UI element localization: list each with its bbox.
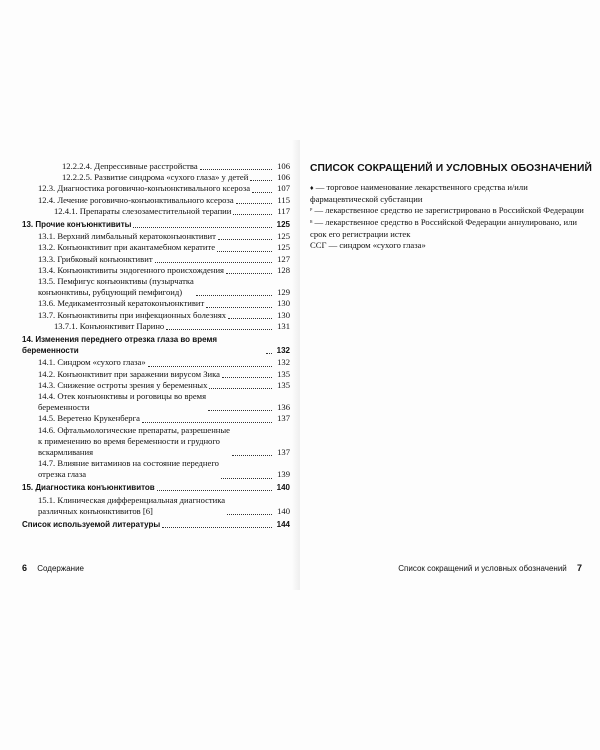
toc-entry: [22, 458, 290, 480]
right-page: [300, 0, 600, 750]
toc-entry: [22, 310, 290, 321]
table-of-contents: [22, 161, 290, 530]
toc-entry-title: 14.2. Конъюнктивит при заражении вирусом Зика: [38, 368, 220, 379]
toc-page-number: 128: [277, 264, 290, 275]
abbreviation-item: [310, 240, 592, 251]
toc-leader-dots: [155, 262, 272, 263]
toc-page-number: 139: [277, 469, 290, 480]
toc-leader-dots: [208, 410, 272, 411]
toc-entry-title: 14.6. Офтальмологические препараты, разрешенные к применению во время беременности и грудного вскармливания: [38, 424, 230, 458]
toc-entry-title: 13.5. Пемфигус конъюнктивы (пузырчатка конъюнктивы, рубцующий пемфигоид): [38, 276, 194, 298]
toc-entry: [22, 357, 290, 368]
toc-page-number: 137: [277, 413, 290, 424]
toc-entry: [22, 276, 290, 298]
toc-entry-title: 15.1. Клиническая дифференциальная диагностика различных конъюнктивитов [6]: [38, 494, 226, 517]
right-page-number: 7: [576, 563, 582, 573]
toc-page-number: 115: [277, 194, 290, 205]
toc-page-number: 140: [277, 506, 290, 517]
toc-page-number: 137: [277, 447, 290, 458]
toc-entry-title: 14.3. Снижение остроты зрения у беременных: [38, 379, 208, 390]
toc-leader-dots: [157, 490, 272, 491]
toc-entry: [22, 334, 290, 356]
toc-leader-dots: [221, 478, 272, 479]
toc-leader-dots: [228, 318, 272, 319]
toc-leader-dots: [232, 455, 272, 456]
toc-leader-dots: [226, 273, 272, 274]
toc-leader-dots: [233, 214, 272, 215]
abbreviation-symbol: ᴾ: [310, 207, 313, 215]
toc-entry: [22, 265, 290, 276]
toc-entry: [22, 195, 290, 206]
abbreviation-item: [310, 217, 592, 240]
toc-entry: [22, 321, 290, 332]
toc-page-number: 131: [277, 320, 290, 331]
toc-leader-dots: [133, 227, 272, 228]
toc-leader-dots: [148, 366, 272, 367]
toc-page-number: 132: [276, 345, 290, 355]
toc-page-number: 127: [277, 253, 290, 264]
toc-entry: [22, 298, 290, 309]
toc-entry-title: 13. Прочие конъюнктивиты: [22, 219, 132, 229]
toc-leader-dots: [218, 239, 272, 240]
toc-entry-title: 12.4.1. Препараты слезозаместительной терапии: [54, 205, 232, 216]
toc-entry: [22, 172, 290, 183]
abbreviations-title: СПИСОК СОКРАЩЕНИЙ И УСЛОВНЫХ ОБОЗНАЧЕНИЙ: [310, 163, 592, 174]
abbreviation-symbol: ᴽ: [310, 219, 313, 227]
toc-entry-title: 14.4. Отек конъюнктивы и роговицы во время беременности: [38, 391, 207, 413]
toc-entry: [22, 242, 290, 253]
toc-entry-title: 12.3. Диагностика роговично-конъюнктивального ксероза: [38, 183, 251, 194]
abbreviation-item: [310, 182, 592, 205]
right-running-header: Список сокращений и условных обозначений: [398, 564, 567, 573]
left-page-footer: [22, 563, 290, 575]
right-page-footer: [320, 563, 582, 575]
toc-entry-title: 14.1. Синдром «сухого глаза»: [38, 357, 146, 368]
toc-page-number: 144: [276, 519, 290, 529]
toc-leader-dots: [227, 514, 272, 515]
toc-page-number: 129: [277, 287, 290, 298]
toc-leader-dots: [142, 422, 272, 423]
toc-leader-dots: [222, 377, 272, 378]
toc-entry-title: 13.3. Грибковый конъюнктивит: [38, 253, 153, 264]
toc-entry: [22, 482, 290, 493]
toc-page-number: 125: [277, 242, 290, 253]
toc-page-number: 125: [277, 231, 290, 242]
toc-page-number: 106: [277, 172, 290, 183]
toc-leader-dots: [196, 295, 272, 296]
toc-page-number: 135: [277, 368, 290, 379]
left-page-number: 6: [22, 563, 28, 573]
toc-entry-title: 13.7.1. Конъюнктивит Парино: [54, 320, 165, 331]
toc-entry: [22, 231, 290, 242]
toc-entry: [22, 380, 290, 391]
toc-entry-title: 12.4. Лечение роговично-конъюнктивального ксероза: [38, 194, 234, 205]
abbreviation-symbol: ♦: [310, 184, 314, 192]
toc-leader-dots: [217, 251, 272, 252]
toc-entry: [22, 254, 290, 265]
toc-page-number: 130: [277, 298, 290, 309]
toc-page-number: 125: [276, 219, 290, 229]
toc-page-number: 107: [277, 183, 290, 194]
abbreviations-list: [310, 182, 592, 251]
toc-entry-title: 15. Диагностика конъюнктивитов: [22, 483, 155, 493]
toc-entry-title: 13.6. Медикаментозный кератоконъюнктивит: [38, 298, 205, 309]
toc-entry: [22, 161, 290, 172]
toc-entry-title: 13.7. Конъюнктивиты при инфекционных болезнях: [38, 309, 227, 320]
toc-entry-title: 14.5. Веретено Крукенберга: [38, 413, 140, 424]
toc-entry: [22, 413, 290, 424]
toc-page-number: 117: [277, 205, 290, 216]
toc-entry-title: 12.2.2.4. Депрессивные расстройства: [62, 161, 198, 171]
toc-entry-title: 14. Изменения переднего отрезка глаза во время беременности: [22, 334, 218, 355]
toc-leader-dots: [200, 169, 272, 170]
toc-entry-title: 13.2. Конъюнктивит при акантамебном кератите: [38, 242, 216, 253]
abbreviation-text: ССГ — синдром «сухого глаза»: [310, 240, 426, 250]
toc-entry-title: Список используемой литературы: [22, 519, 161, 529]
toc-leader-dots: [250, 180, 272, 181]
toc-leader-dots: [266, 353, 272, 354]
toc-entry: [22, 369, 290, 380]
toc-leader-dots: [166, 329, 272, 330]
toc-leader-dots: [206, 307, 272, 308]
toc-entry: [22, 183, 290, 194]
abbreviation-text: — лекарственное средство в Российской Федерации аннулировано, или срок его регистрации истек: [310, 217, 577, 239]
toc-leader-dots: [236, 203, 272, 204]
abbreviation-item: [310, 205, 592, 217]
abbreviation-text: — торговое наименование лекарственного средства и/или фармацевтической субстанции: [310, 182, 528, 204]
toc-entry-title: 13.1. Верхний лимбальный кератоконъюнктивит: [38, 231, 216, 242]
toc-page-number: 132: [277, 357, 290, 368]
toc-entry: [22, 495, 290, 517]
toc-entry: [22, 206, 290, 217]
toc-leader-dots: [162, 527, 272, 528]
toc-entry-title: 14.7. Влияние витаминов на состояние переднего отрезка глаза: [38, 458, 219, 480]
toc-entry-title: 13.4. Конъюнктивиты эндогенного происхождения: [38, 264, 225, 275]
toc-page-number: 140: [276, 483, 290, 493]
toc-entry: [22, 425, 290, 459]
toc-entry: [22, 519, 290, 530]
toc-page-number: 136: [277, 402, 290, 413]
toc-page-number: 106: [277, 161, 290, 171]
toc-leader-dots: [209, 388, 272, 389]
toc-leader-dots: [252, 192, 272, 193]
left-running-header: Содержание: [37, 564, 85, 573]
toc-entry-title: 12.2.2.5. Развитие синдрома «сухого глаза» у детей: [62, 172, 249, 183]
toc-entry: [22, 219, 290, 230]
toc-page-number: 135: [277, 379, 290, 390]
toc-entry: [22, 391, 290, 413]
toc-page-number: 130: [277, 309, 290, 320]
abbreviation-text: — лекарственное средство не зарегистрировано в Российской Федерации: [312, 205, 584, 215]
